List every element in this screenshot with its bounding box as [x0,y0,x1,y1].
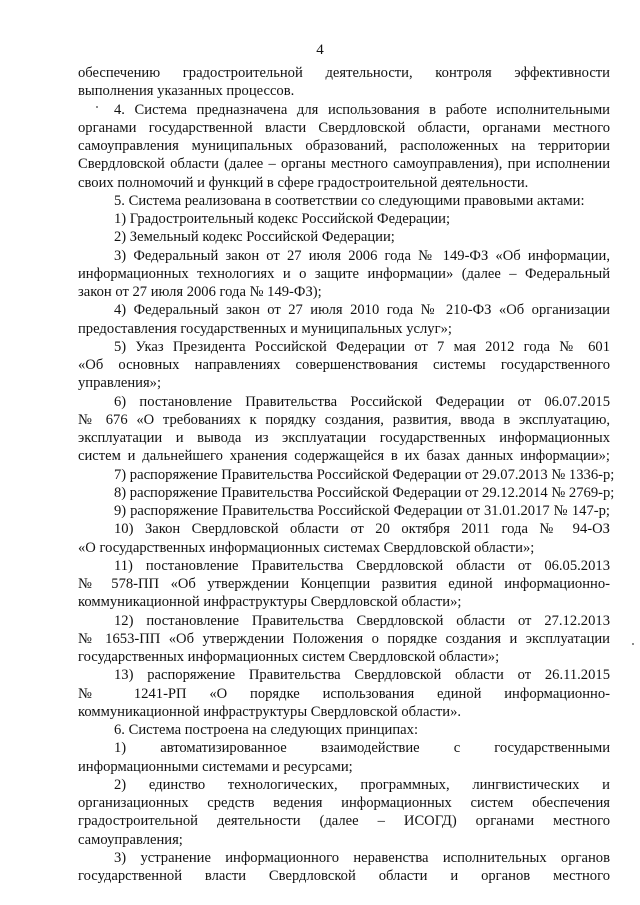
document-body [78,64,615,885]
text-line: 8) распоряжение Правительства Российской Федерации от 29.12.2014 № 2769-р; [114,484,615,501]
text-line: информационных технологиях и о защите информации» (далее – Федеральный [78,265,610,282]
text-line: самоуправления муниципальных образований, расположенных на территории [78,138,610,154]
text-line: 4. Система предназначена для использования в работе исполнительными [114,101,610,118]
text-line: управления»; [78,375,162,392]
text-line: обеспечению градостроительной деятельности, контроля эффективности [78,65,610,81]
text-line: эксплуатации и вывода из эксплуатации государственных информационных [78,430,610,446]
text-line: 12) постановление Правительства Свердловской области от 27.12.2013 [114,612,610,629]
text-line: выполнения указанных процессов. [78,83,295,100]
text-line: 5) Указ Президента Российской Федерации от 7 мая 2012 года № 601 [114,338,610,355]
text-line: 3) Федеральный закон от 27 июля 2006 года № 149-ФЗ «Об информации, [114,247,610,264]
text-line: 7) распоряжение Правительства Российской Федерации от 29.07.2013 № 1336-р; [114,466,615,483]
text-line: градостроительной деятельности (далее – ИСОГД) органами местного [78,813,610,830]
text-line: 9) распоряжение Правительства Российской Федерации от 31.01.2017 № 147-р; [114,503,610,519]
scan-speck [96,106,98,108]
text-line: органами государственной власти Свердловской области, органами местного [78,119,610,136]
text-line: 6) постановление Правительства Российской Федерации от 06.07.2015 [114,393,610,410]
text-line: государственной власти Свердловской области и органов местного [78,868,610,884]
text-line: коммуникационной инфраструктуры Свердловской области». [78,703,462,720]
text-line: информационными системами и ресурсами; [78,758,353,775]
text-line: 5. Система реализована в соответствии со следующими правовыми актами: [114,192,585,209]
text-line: 1) Градостроительный кодекс Российской Федерации; [114,211,451,227]
text-line: коммуникационной инфраструктуры Свердловской области»; [78,594,462,611]
text-line: 11) постановление Правительства Свердловской области от 06.05.2013 [114,557,610,574]
text-line: № 578-ПП «Об утверждении Концепции развития единой информационно- [78,576,610,592]
text-line: № 676 «О требованиях к порядку создания, развития, ввода в эксплуатацию, [78,411,610,428]
scan-speck [632,643,634,645]
text-line: «О государственных информационных системах Свердловской области»; [78,539,535,556]
text-line: закон от 27 июля 2006 года № 149-ФЗ); [78,284,322,300]
text-line: 3) устранение информационного неравенства исполнительных органов [114,849,610,866]
text-line: 6. Система построена на следующих принципах: [114,722,419,738]
text-line: «Об основных направлениях совершенствования системы государственного [78,357,610,373]
text-line: 4) Федеральный закон от 27 июля 2010 года № 210-ФЗ «Об организации [114,302,610,319]
text-line: организационных средств ведения информационных систем обеспечения [78,795,610,811]
text-line: государственных информационных систем Свердловской области»; [78,649,500,665]
text-line: самоуправления; [78,831,183,848]
page-number: 4 [316,42,324,58]
text-line: № 1241-РП «О порядке использования единой информационно- [78,685,610,702]
text-line: своих полномочий и функций в сфере градостроительной деятельности. [78,174,529,191]
text-line: предоставления государственных и муниципальных услуг»; [78,320,452,337]
text-line: Свердловской области (далее – органы местного самоуправления), при исполнении [78,156,610,173]
text-line: систем и дальнейшего хранения содержащейся в их базах данных информации»; [78,448,610,465]
text-line: 13) распоряжение Правительства Свердловской области от 26.11.2015 [114,667,610,684]
text-line: 10) Закон Свердловской области от 20 октября 2011 года № 94-ОЗ [114,521,610,538]
text-line: 1) автоматизированное взаимодействие с государственными [114,740,610,757]
text-line: № 1653-ПП «Об утверждении Положения о порядке создания и эксплуатации [78,630,610,647]
text-line: 2) единство технологических, программных, лингвистических и [114,776,610,793]
text-line: 2) Земельный кодекс Российской Федерации; [114,229,395,246]
